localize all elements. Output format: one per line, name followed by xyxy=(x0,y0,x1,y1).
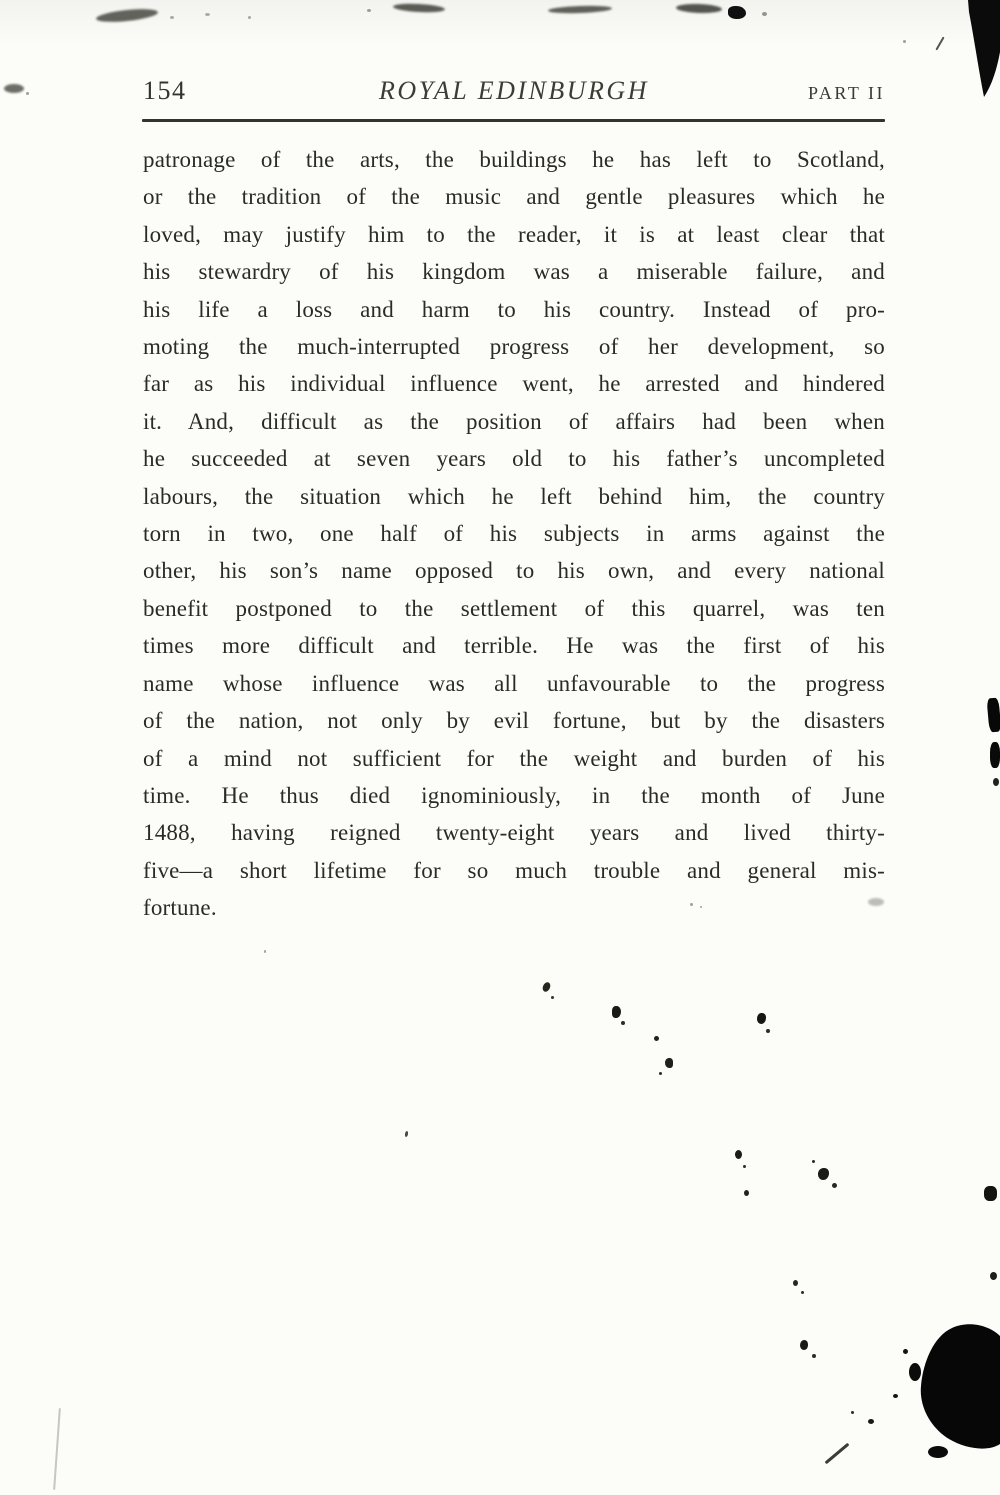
header-rule xyxy=(142,119,885,122)
ink-blot xyxy=(665,1058,673,1068)
text-line: or the tradition of the music and gentle pleasures which he xyxy=(143,184,885,210)
text-line: he succeeded at seven years old to his father’s uncompleted xyxy=(143,446,885,472)
ink-blot xyxy=(728,6,746,19)
text-line: of the nation, not only by evil fortune, but by the disasters xyxy=(143,708,885,734)
ink-speck xyxy=(248,16,251,19)
ink-blot xyxy=(800,1340,808,1350)
ink-speck xyxy=(659,1072,662,1075)
ink-blot xyxy=(612,1006,621,1018)
scan-smudge xyxy=(548,5,612,14)
ink-speck xyxy=(405,1131,409,1137)
scan-smudge xyxy=(4,84,24,93)
ink-speck xyxy=(812,1160,815,1163)
text-line: his stewardry of his kingdom was a miserable failure, and xyxy=(143,259,885,285)
scan-shading xyxy=(0,0,1000,46)
scan-smudge xyxy=(96,7,159,24)
text-line: benefit postponed to the settlement of this quarrel, was ten xyxy=(143,595,885,621)
ink-speck xyxy=(621,1021,625,1025)
ink-speck xyxy=(541,981,552,993)
text-line: loved, may justify him to the reader, it is at least clear that xyxy=(143,221,885,247)
ink-speck xyxy=(801,1291,804,1294)
ink-speck xyxy=(993,778,999,786)
ink-speck xyxy=(868,1419,874,1424)
text-line: fortune. xyxy=(143,895,217,921)
text-line: 1488, having reigned twenty-eight years and lived thirty- xyxy=(143,820,885,846)
ink-blot xyxy=(818,1168,829,1180)
text-line: patronage of the arts, the buildings he has left to Scotland, xyxy=(143,147,885,172)
ink-blot xyxy=(909,1363,921,1381)
ink-speck xyxy=(735,1150,742,1159)
page-header xyxy=(143,76,885,106)
body-text xyxy=(143,141,885,927)
ink-speck xyxy=(743,1165,746,1168)
ink-speck xyxy=(903,40,906,43)
ink-speck xyxy=(832,1183,837,1188)
ink-speck xyxy=(812,1354,816,1358)
scan-scratch xyxy=(53,1408,61,1490)
ink-speck xyxy=(367,9,371,12)
ink-speck xyxy=(205,13,210,16)
ink-speck xyxy=(851,1411,854,1414)
text-line: other, his son’s name opposed to his own, and every national xyxy=(143,558,885,584)
page-number: 154 xyxy=(143,76,187,105)
text-line: time. He thus died ignominiously, in the month of June xyxy=(143,782,885,808)
text-line: far as his individual influence went, he arrested and hindered xyxy=(143,371,885,397)
text-line: five—a short lifetime for so much trouble and general mis- xyxy=(143,857,885,883)
ink-blot xyxy=(990,742,1000,768)
text-line: it. And, difficult as the position of affairs had been when xyxy=(143,408,885,434)
ink-blot xyxy=(987,698,1000,733)
corner-ink-mark xyxy=(968,0,1000,97)
ink-blot xyxy=(984,1186,997,1201)
text-line: moting the much-interrupted progress of her development, so xyxy=(143,334,885,360)
ink-speck xyxy=(893,1394,898,1398)
bottom-ink-blob xyxy=(921,1324,1000,1448)
ink-speck xyxy=(793,1280,798,1286)
ink-speck xyxy=(762,12,767,16)
text-line: torn in two, one half of his subjects in arms against the xyxy=(143,521,885,547)
ink-speck xyxy=(264,950,266,953)
ink-speck xyxy=(766,1029,770,1033)
ink-blot xyxy=(757,1013,766,1024)
text-line: name whose influence was all unfavourable to the progress xyxy=(143,670,885,696)
ink-speck xyxy=(551,996,554,999)
scan-scratch xyxy=(935,37,944,51)
ink-speck xyxy=(990,1272,997,1280)
scan-smudge xyxy=(393,3,445,14)
ink-blot xyxy=(928,1446,948,1458)
text-line: times more difficult and terrible. He was the first of his xyxy=(143,633,885,659)
ink-speck xyxy=(744,1190,749,1196)
ink-speck xyxy=(170,16,174,19)
scan-scratch xyxy=(825,1443,850,1465)
ink-speck xyxy=(26,92,29,95)
text-line: labours, the situation which he left behind him, the country xyxy=(143,483,885,509)
ink-speck xyxy=(654,1036,659,1041)
scan-smudge xyxy=(676,3,722,14)
part-label: PART II xyxy=(808,83,885,103)
text-line: of a mind not sufficient for the weight and burden of his xyxy=(143,745,885,771)
ink-speck xyxy=(903,1349,908,1354)
text-line: his life a loss and harm to his country. Instead of pro- xyxy=(143,296,885,322)
running-title: ROYAL EDINBURGH xyxy=(379,76,649,105)
